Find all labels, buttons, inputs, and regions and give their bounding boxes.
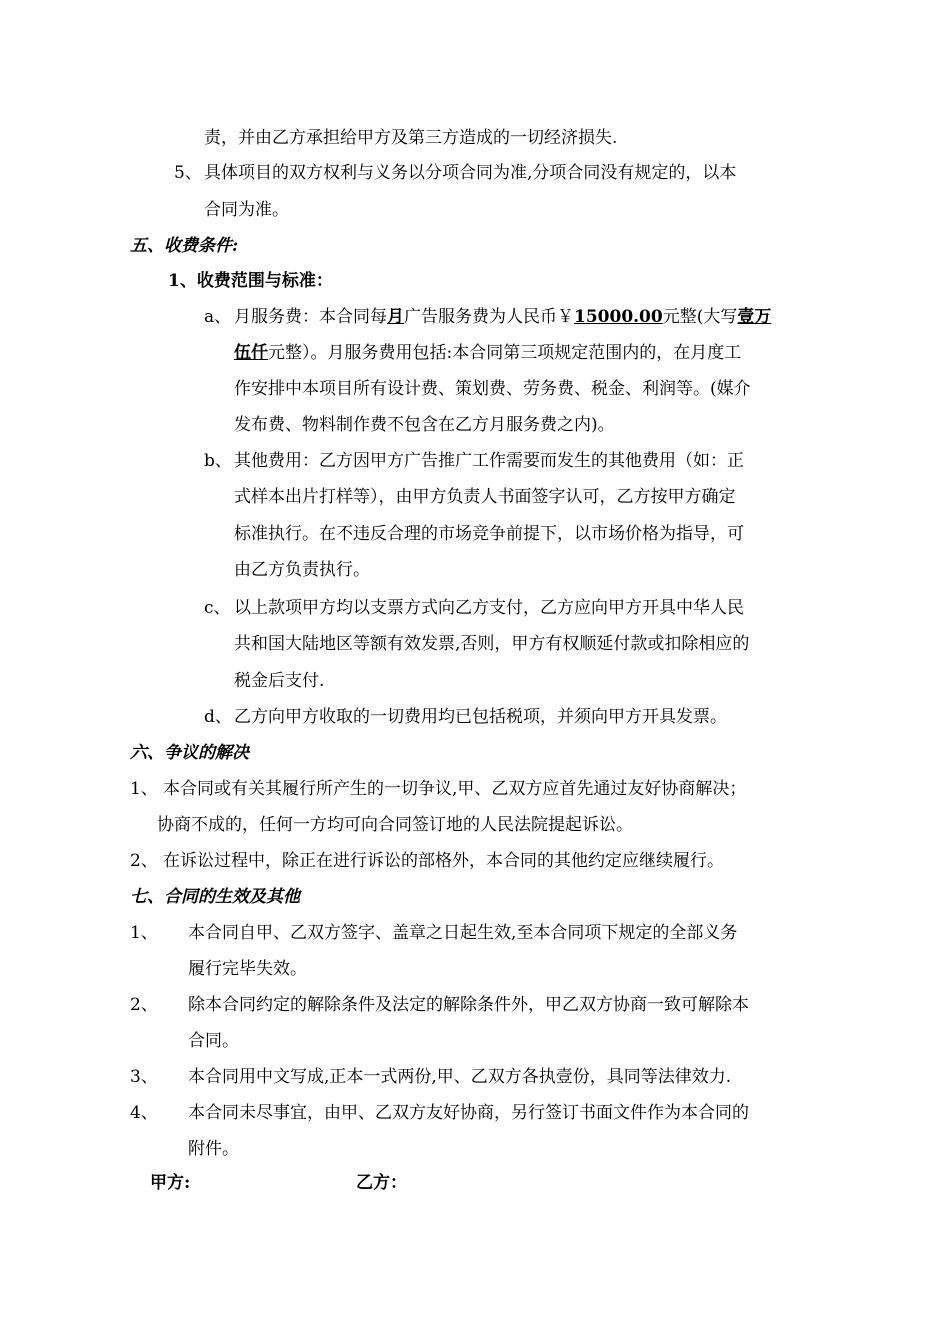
item-a-line2: [234, 341, 741, 365]
item-c-line1: 以上款项甲方均以支票方式向乙方支付，乙方应向甲方开具中华人民: [234, 598, 744, 618]
item-a-line4: 发布费、物料制作费不包含在乙方月服务费之内)。: [234, 415, 615, 435]
s7-item3-line1: 本合同用中文写成,正本一式两份,甲、乙双方各执壹份，具同等法律效力.: [188, 1067, 732, 1087]
item-a-line3: 作安排中本项目所有设计费、策划费、劳务费、税金、利润等。(媒介: [234, 379, 751, 399]
item-a-month: 月: [387, 307, 404, 327]
s7-item4-line1: 本合同未尽事宜，由甲、乙双方友好协商，另行签订书面文件作为本合同的: [188, 1103, 749, 1123]
party-b-signature-label: 乙方：: [356, 1173, 407, 1193]
item-c-line3: 税金后支付.: [234, 671, 325, 691]
item-a-l1-post: 元整(大写: [662, 307, 738, 327]
s7-item1-line2: 履行完毕失效。: [188, 959, 307, 979]
section6-title: 六、争议的解决: [130, 743, 249, 763]
item-b-label: b、: [204, 451, 232, 471]
item-c-label: c、: [204, 598, 231, 618]
item-a-l1-pre: 月服务费：本合同每: [234, 307, 387, 327]
item-b-line1: 其他费用：乙方因甲方广告推广工作需要而发生的其他费用（如：正: [234, 451, 744, 471]
s7-item2-line1: 除本合同约定的解除条件及法定的解除条件外，甲乙双方协商一致可解除本: [188, 995, 749, 1015]
party-a-signature-label: 甲方:: [150, 1173, 191, 1193]
item-b-line2: 式样本出片打样等），由甲方负责人书面签字认可，乙方按甲方确定: [234, 487, 736, 507]
item-a-amount: 15000.00: [574, 307, 663, 327]
s6-item2-line1: 在诉讼过程中，除正在进行诉讼的部格外，本合同的其他约定应继续履行。: [163, 851, 724, 871]
s7-item2-number: 2、: [130, 995, 158, 1015]
item5-number: 5、: [174, 163, 202, 183]
item-a-l1-mid: 广告服务费为人民币￥: [404, 307, 574, 327]
item4-continuation: 责，并由乙方承担给甲方及第三方造成的一切经济损失.: [204, 128, 618, 148]
section7-title: 七、合同的生效及其他: [130, 887, 300, 907]
s7-item1-line1: 本合同自甲、乙双方签字、盖章之日起生效,至本合同项下规定的全部义务: [188, 923, 738, 943]
item-b-line3: 标准执行。在不违反合理的市场竞争前提下，以市场价格为指导，可: [234, 524, 744, 544]
s7-item1-number: 1、: [130, 923, 158, 943]
s6-item1-number: 1、: [130, 779, 158, 799]
item-a-amount-words-1: 壹万: [737, 307, 772, 327]
item-a-l2-post: 元整）。月服务费用包括:本合同第三项规定范围内的，在月度工: [268, 343, 742, 363]
item-a-amount-words-2: 伍仟: [234, 343, 268, 363]
item5-line2: 合同为准。: [204, 200, 289, 220]
item5-line1: 具体项目的双方权利与义务以分项合同为准,分项合同没有规定的，以本: [204, 163, 737, 183]
s6-item2-number: 2、: [130, 851, 158, 871]
s6-item1-line2: 协商不成的，任何一方均可向合同签订地的人民法院提起诉讼。: [157, 815, 633, 835]
section5-sub1: 1、收费范围与标准：: [168, 271, 333, 291]
s7-item4-line2: 附件。: [188, 1139, 239, 1159]
item-d-line1: 乙方向甲方收取的一切费用均已包括税项，并须向甲方开具发票。: [234, 707, 727, 727]
item-b-line4: 由乙方负责执行。: [234, 560, 370, 580]
s6-item1-line1: 本合同或有关其履行所产生的一切争议,甲、乙双方应首先通过友好协商解决；: [163, 779, 747, 799]
item-d-label: d、: [204, 707, 232, 727]
s7-item2-line2: 合同。: [188, 1031, 239, 1051]
s7-item3-number: 3、: [130, 1067, 158, 1087]
item-a-label: a、: [204, 307, 232, 327]
section5-title: 五、收费条件:: [130, 236, 239, 256]
item-c-line2: 共和国大陆地区等额有效发票,否则，甲方有权顺延付款或扣除相应的: [234, 634, 750, 654]
s7-item4-number: 4、: [130, 1103, 158, 1123]
item-a-line1: [234, 305, 771, 329]
